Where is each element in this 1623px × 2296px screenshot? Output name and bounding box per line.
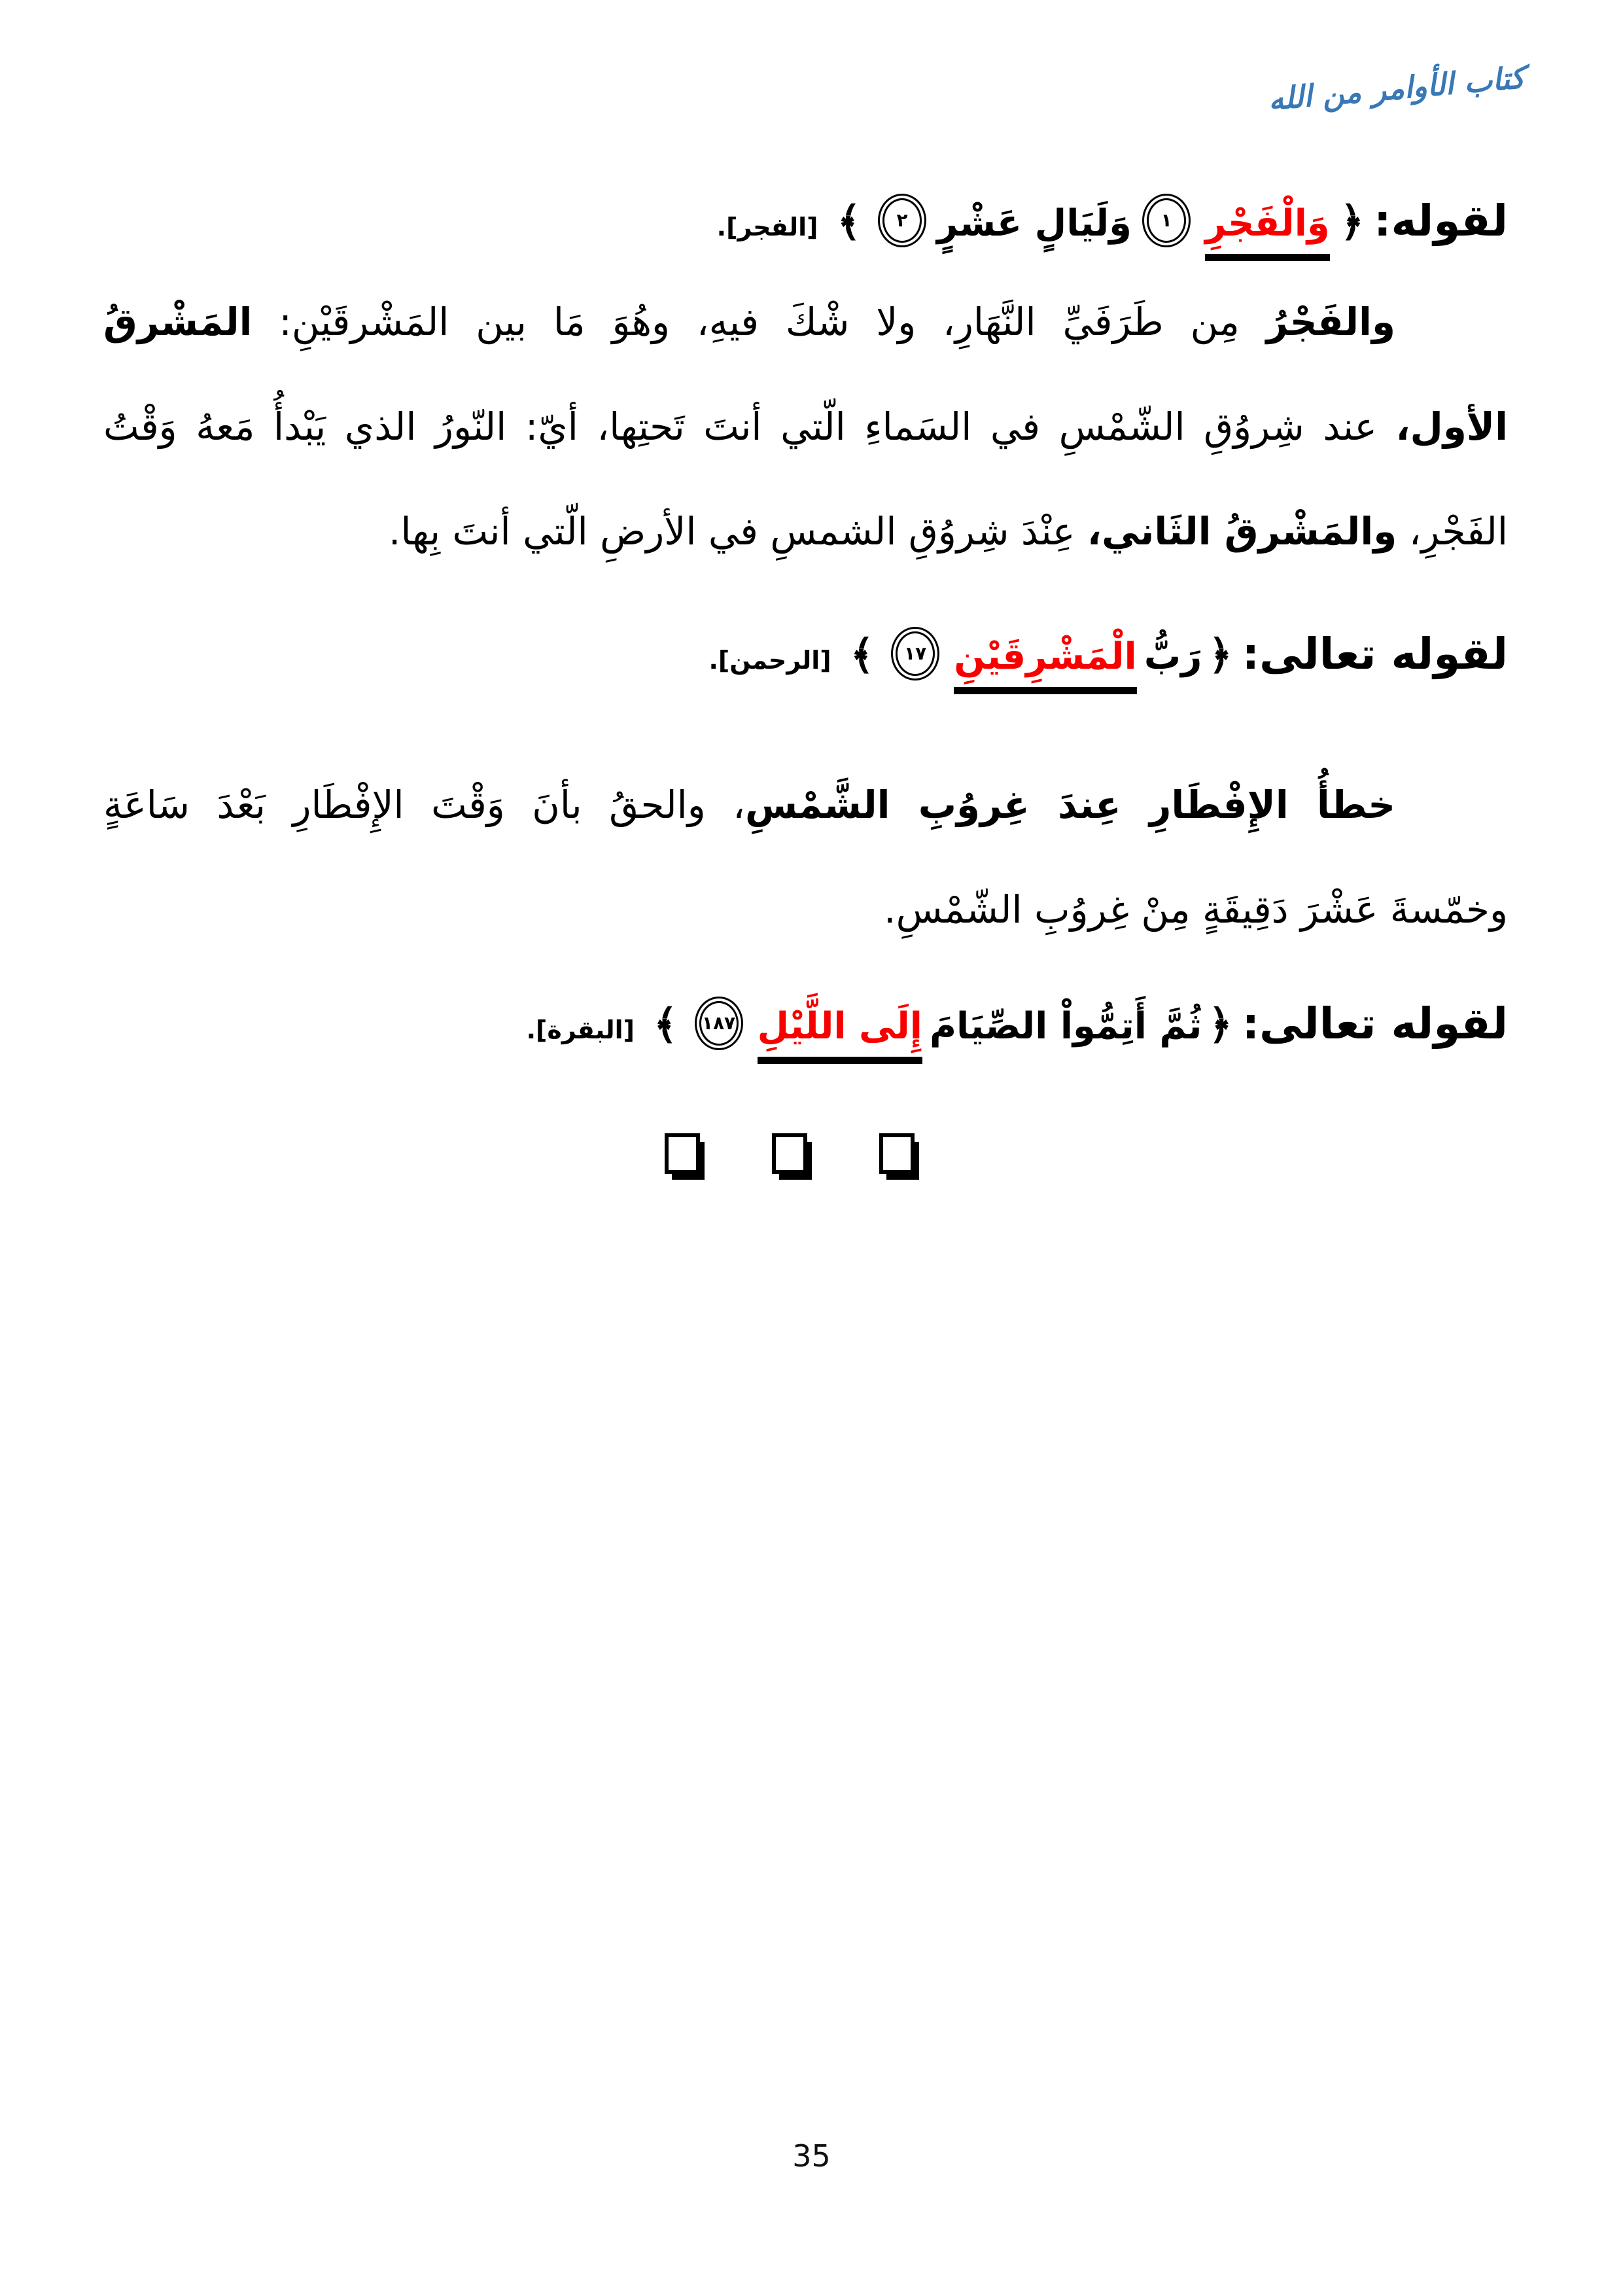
bold-term: خطأُ الإِفْطَارِ عِندَ غِروُبِ الشَّمْسِ [744, 783, 1395, 827]
body-text: مِن طَرَفَيِّ النَّهَارِ، ولا شْكَ فيهِ، وهُوَ مَا بين المَشْرقَيْنِ: [252, 300, 1266, 344]
bold-term: والفَجْرُ [1266, 300, 1395, 344]
quote-label: لقوله تعالى: [1242, 629, 1508, 679]
paragraph-2-line-1 [103, 752, 1508, 857]
shadowed-square-icon [665, 1133, 700, 1174]
body-text: عند شِروُقِ الشّمْسِ في السَماءِ الّتي أنتَ تَحتِها، أيّ: النّورُ الذي يَبْدأُ مَعهُ وَقْتُ [103, 404, 1396, 449]
verse-text: رَبُّ [1143, 635, 1202, 678]
quote-label: لقوله: [1374, 196, 1508, 246]
verse-close-bracket-icon: ﴾ [850, 631, 875, 679]
verse-number-medallion: ٢ [882, 198, 922, 243]
bold-term: والمَشْرقُ الثَاني، [1087, 509, 1397, 554]
shadowed-square-icon [772, 1133, 807, 1174]
bold-term: الأول، [1395, 404, 1508, 449]
highlighted-word: وَالْفَجْرِ [1205, 202, 1330, 261]
body-text: ، والحقُ بأنَ وَقْتَ الإِفْطَارِ بَعْدَ سَاعَةٍ [103, 783, 745, 827]
body-text: الفَجْرِ، [1397, 509, 1508, 554]
quote-heading-1 [717, 175, 1508, 274]
surah-reference: [البقرة]. [526, 1016, 635, 1044]
paragraph-1-line-1 [103, 270, 1508, 374]
highlighted-word: إِلَى اللَّيْلِ [758, 1005, 922, 1064]
body-text: عِنْدَ شِروُقِ الشمسِ في الأرضِ الّتي أنتَ بِها. [389, 509, 1087, 554]
verse-open-bracket-icon: ﴿ [1208, 1000, 1232, 1048]
surah-reference: [الفجر]. [716, 213, 818, 241]
book-title-calligraphy: كتاب الأوامر من الله [1266, 59, 1526, 118]
verse-number-medallion: ١ [1147, 198, 1186, 243]
quote-label: لقوله تعالى: [1242, 998, 1508, 1049]
verse-close-bracket-icon: ﴾ [837, 198, 861, 245]
quote-heading-2 [708, 609, 1508, 707]
verse-text: وَلَيَالٍ عَشْرٍ [937, 202, 1132, 245]
paragraph-1-line-2 [103, 374, 1508, 479]
highlighted-word: الْمَشْرِقَيْنِ [954, 635, 1137, 694]
verse-number-medallion: ١٧ [896, 631, 935, 676]
paragraph-1-line-3 [103, 479, 1508, 584]
paragraph-2-line-2 [103, 857, 1508, 962]
surah-reference: [الرحمن]. [708, 646, 831, 675]
verse-open-bracket-icon: ﴿ [1340, 198, 1365, 245]
verse-open-bracket-icon: ﴿ [1208, 631, 1232, 679]
verse-close-bracket-icon: ﴾ [654, 1000, 678, 1048]
quote-heading-3 [527, 978, 1508, 1076]
body-text: وخمّسةَ عَشْرَ دَقِيقَةٍ مِنْ غِروُبِ الشّمْسِ. [884, 887, 1508, 932]
bold-term: المَشْرقُ [103, 300, 253, 344]
shadowed-square-icon [879, 1133, 915, 1174]
page-number: 35 [792, 2138, 831, 2174]
section-separator [665, 1133, 915, 1174]
verse-number-medallion: ١٨٧ [699, 1001, 739, 1046]
verse-text: ثُمَّ أَتِمُّواْ الصِّيَامَ [930, 1005, 1202, 1048]
